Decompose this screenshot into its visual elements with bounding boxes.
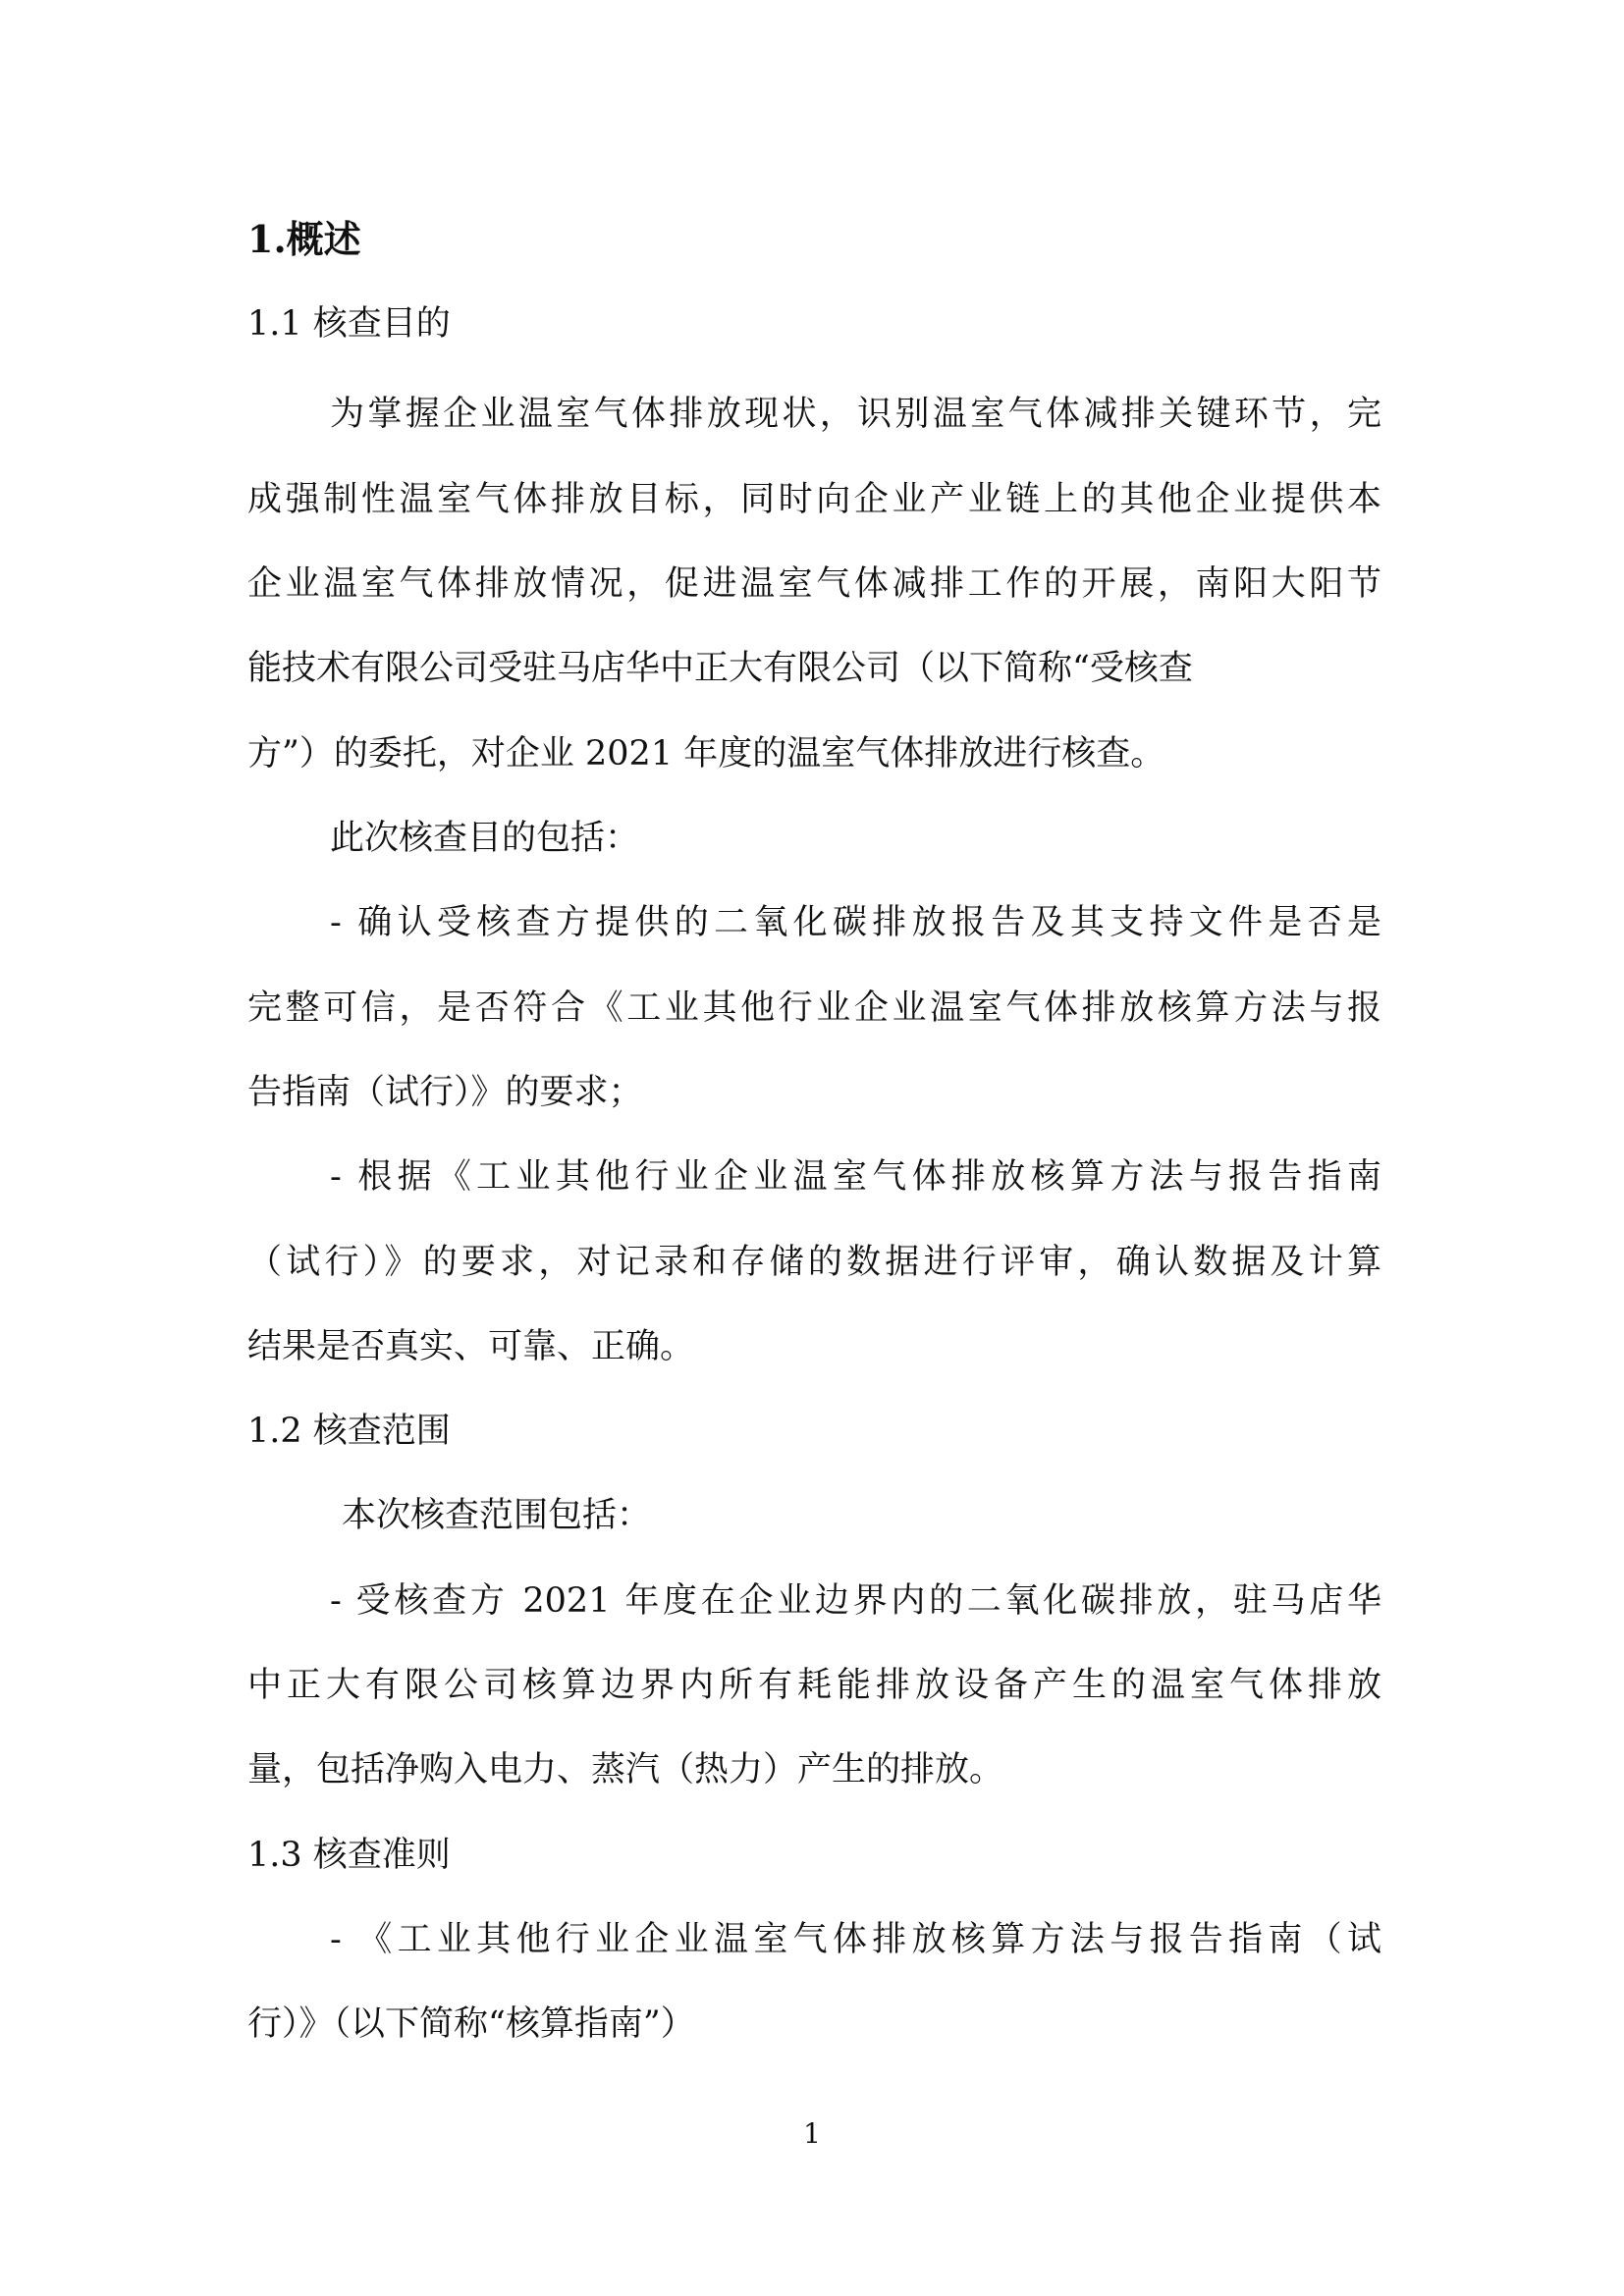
section-heading: 1.概述 — [247, 217, 361, 261]
paragraph-line: 为掌握企业温室气体排放现状，识别温室气体减排关键环节，完 — [330, 395, 1381, 434]
paragraph-line: 方”）的委托，对企业 2021 年度的温室气体排放进行核查。 — [247, 734, 1165, 774]
paragraph-line: 本次核查范围包括： — [342, 1496, 652, 1535]
paragraph-line: 能技术有限公司受驻马店华中正大有限公司（以下简称“受核查 — [247, 649, 1193, 688]
list-item-line: 告指南（试行）》的要求； — [247, 1073, 643, 1112]
paragraph-line: 成强制性温室气体排放目标，同时向企业产业链上的其他企业提供本 — [247, 480, 1381, 519]
list-item-line: - 受核查方 2021 年度在企业边界内的二氧化碳排放，驻马店华 — [330, 1581, 1381, 1621]
subsection-title-1-3: 1.3 核查准则 — [247, 1836, 451, 1875]
list-item-line: 量，包括净购入电力、蒸汽（热力）产生的排放。 — [247, 1750, 1004, 1789]
list-item-line: 完整可信，是否符合《工业其他行业企业温室气体排放核算方法与报 — [247, 988, 1381, 1028]
list-item-line: 结果是否真实、可靠、正确。 — [247, 1327, 695, 1366]
list-item-line: - 根据《工业其他行业企业温室气体排放核算方法与报告指南 — [330, 1157, 1381, 1197]
paragraph-line: 企业温室气体排放情况，促进温室气体减排工作的开展，南阳大阳节 — [247, 564, 1381, 604]
page-number: 1 — [803, 2117, 821, 2150]
subsection-title-1-1: 1.1 核查目的 — [247, 304, 451, 344]
list-item-line: （试行）》的要求，对记录和存储的数据进行评审，确认数据及计算 — [247, 1243, 1381, 1282]
subsection-title-1-2: 1.2 核查范围 — [247, 1412, 451, 1451]
list-item-line: 行）》（以下简称“核算指南”） — [247, 2004, 695, 2044]
paragraph-line: 此次核查目的包括： — [330, 819, 640, 858]
list-item-line: 中正大有限公司核算边界内所有耗能排放设备产生的温室气体排放 — [247, 1666, 1381, 1705]
list-item-line: - 确认受核查方提供的二氧化碳排放报告及其支持文件是否是 — [330, 903, 1381, 942]
list-item-line: - 《工业其他行业企业温室气体排放核算方法与报告指南（试 — [330, 1920, 1381, 1959]
